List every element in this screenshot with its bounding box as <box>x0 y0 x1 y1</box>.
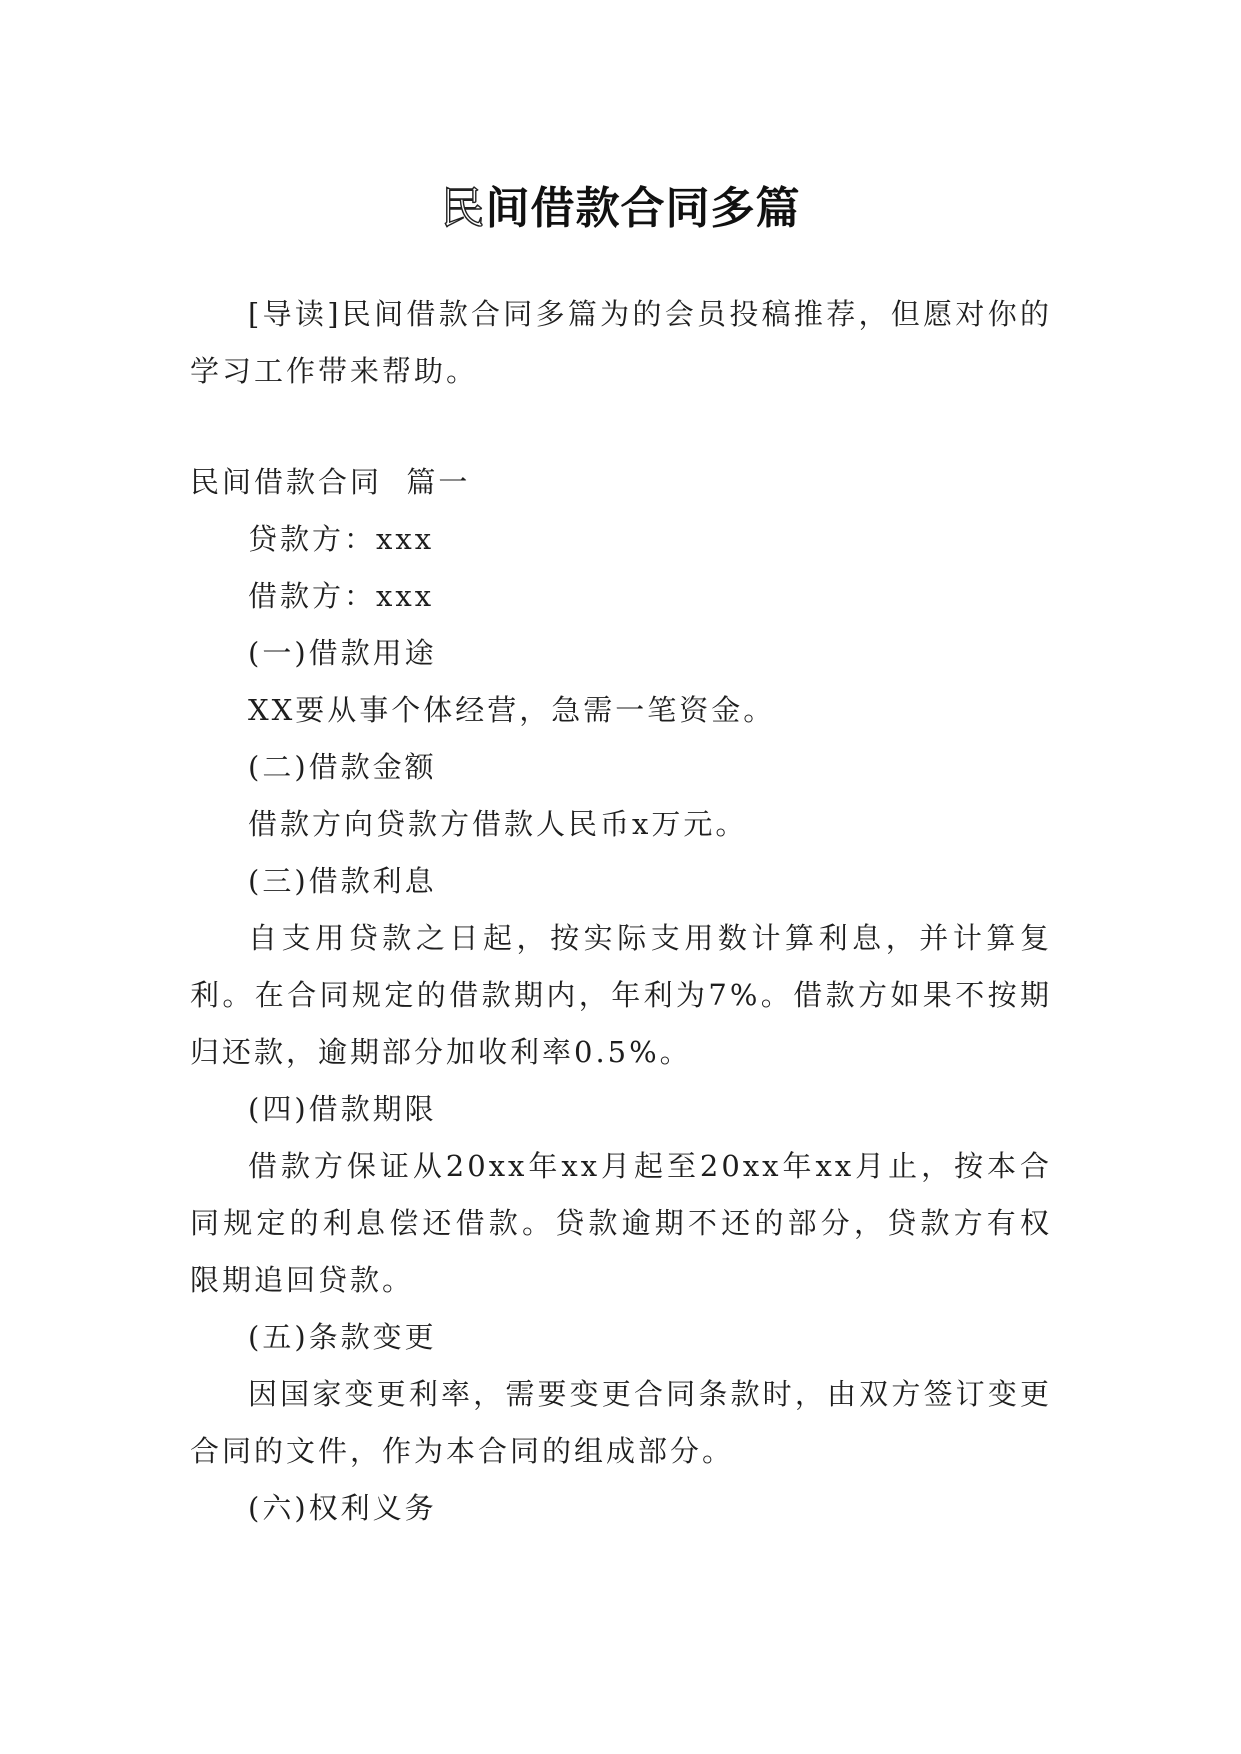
clause-heading-amendment: (五)条款变更 <box>248 1320 437 1354</box>
intro-block <box>190 286 1052 400</box>
clause-heading-amount: (二)借款金额 <box>248 750 437 784</box>
clause-heading-interest: (三)借款利息 <box>248 864 437 898</box>
document-title <box>0 181 1241 237</box>
lender-line: 贷款方：xxx <box>248 522 435 556</box>
clause-heading-term: (四)借款期限 <box>248 1092 437 1126</box>
title-rest: 间借款合同多篇 <box>485 183 801 235</box>
clause-text-interest: 自支用贷款之日起，按实际支用数计算利息，并计算复利。在合同规定的借款期内，年利为7%。借款方如果不按期归还款，逾期部分加收利率0.5%。 <box>190 921 1052 1069</box>
clause-text-purpose: XX要从事个体经营，急需一笔资金。 <box>248 693 776 727</box>
clause-heading-purpose: (一)借款用途 <box>248 636 437 670</box>
clause-text-term: 借款方保证从20xx年xx月起至20xx年xx月止，按本合同规定的利息偿还借款。贷款逾期不还的部分，贷款方有权限期追回贷款。 <box>190 1149 1052 1297</box>
section-heading: 民间借款合同 篇一 <box>190 465 471 499</box>
borrower-line: 借款方：xxx <box>248 579 435 613</box>
clause-heading-rights: (六)权利义务 <box>248 1491 437 1525</box>
title-first-char: 民 <box>440 183 486 235</box>
clause-text-amount: 借款方向贷款方借款人民币x万元。 <box>248 807 748 841</box>
intro-paragraph: [导读]民间借款合同多篇为的会员投稿推荐，但愿对你的学习工作带来帮助。 <box>190 297 1052 388</box>
contract-body <box>190 454 1052 1537</box>
clause-text-amendment: 因国家变更利率，需要变更合同条款时，由双方签订变更合同的文件，作为本合同的组成部分。 <box>190 1377 1052 1468</box>
